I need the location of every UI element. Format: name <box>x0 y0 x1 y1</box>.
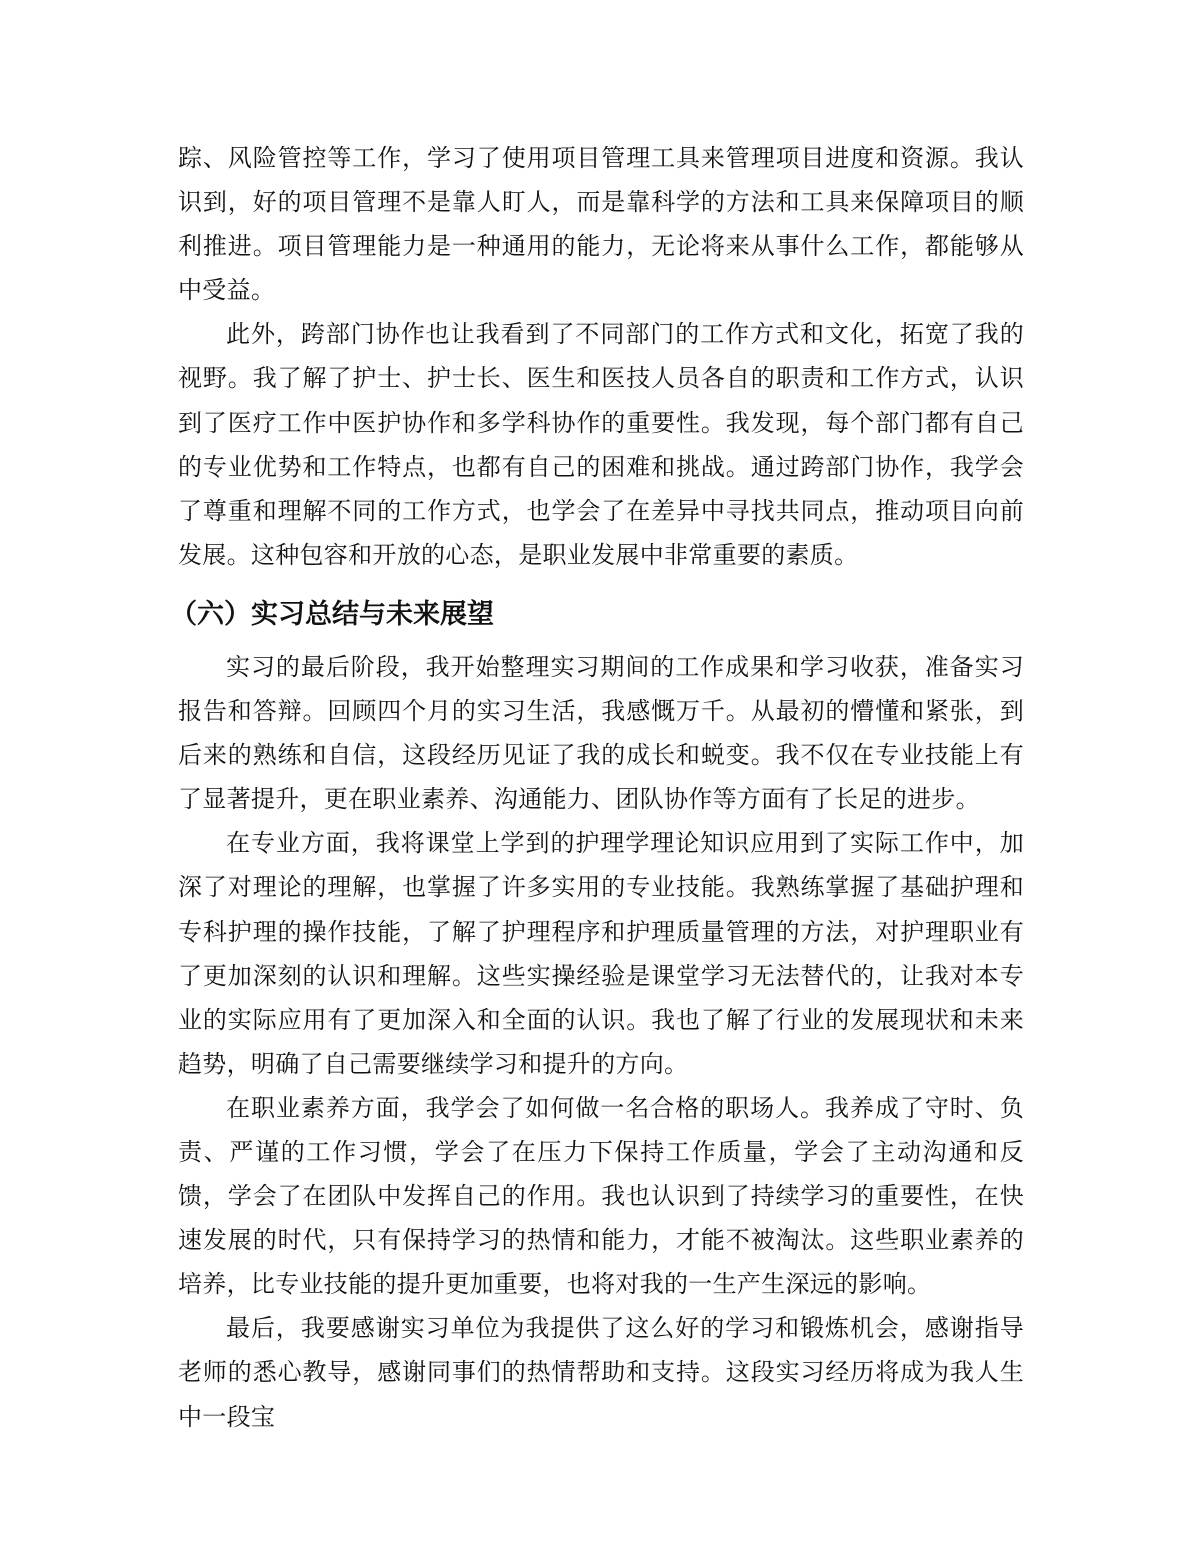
body-paragraph: 踪、风险管控等工作，学习了使用项目管理工具来管理项目进度和资源。我认识到，好的项目管理不是靠人盯人，而是靠科学的方法和工具来保障项目的顺利推进。项目管理能力是一种通用的能力，无论将来从事什么工作，都能够从中受益。 <box>178 144 1024 305</box>
body-paragraph: 此外，跨部门协作也让我看到了不同部门的工作方式和文化，拓宽了我的视野。我了解了护士、护士长、医生和医技人员各自的职责和工作方式，认识到了医疗工作中医护协作和多学科协作的重要性。我发现，每个部门都有自己的专业优势和工作特点，也都有自己的困难和挑战。通过跨部门协作，我学会了尊重和理解不同的工作方式，也学会了在差异中寻找共同点，推动项目向前发展。这种包容和开放的心态，是职业发展中非常重要的素质。 <box>178 320 1024 569</box>
body-paragraph: 在专业方面，我将课堂上学到的护理学理论知识应用到了实际工作中，加深了对理论的理解，也掌握了许多实用的专业技能。我熟练掌握了基础护理和专科护理的操作技能，了解了护理程序和护理质量管理的方法，对护理职业有了更加深刻的认识和理解。这些实操经验是课堂学习无法替代的，让我对本专业的实际应用有了更加深入和全面的认识。我也了解了行业的发展现状和未来趋势，明确了自己需要继续学习和提升的方向。 <box>178 829 1024 1078</box>
body-paragraph: 实习的最后阶段，我开始整理实习期间的工作成果和学习收获，准备实习报告和答辩。回顾四个月的实习生活，我感慨万千。从最初的懵懂和紧张，到后来的熟练和自信，这段经历见证了我的成长和蜕变。我不仅在专业技能上有了显著提升，更在职业素养、沟通能力、团队协作等方面有了长足的进步。 <box>178 652 1024 814</box>
section-heading: （六）实习总结与未来展望 <box>170 598 494 630</box>
document-body <box>170 136 1024 1439</box>
body-paragraph: 在职业素养方面，我学会了如何做一名合格的职场人。我养成了守时、负责、严谨的工作习惯，学会了在压力下保持工作质量，学会了主动沟通和反馈，学会了在团队中发挥自己的作用。我也认识到了持续学习的重要性，在快速发展的时代，只有保持学习的热情和能力，才能不被淘汰。这些职业素养的培养，比专业技能的提升更加重要，也将对我的一生产生深远的影响。 <box>178 1093 1024 1299</box>
body-paragraph: 最后，我要感谢实习单位为我提供了这么好的学习和锻炼机会，感谢指导老师的悉心教导，感谢同事们的热情帮助和支持。这段实习经历将成为我人生中一段宝 <box>178 1314 1024 1431</box>
